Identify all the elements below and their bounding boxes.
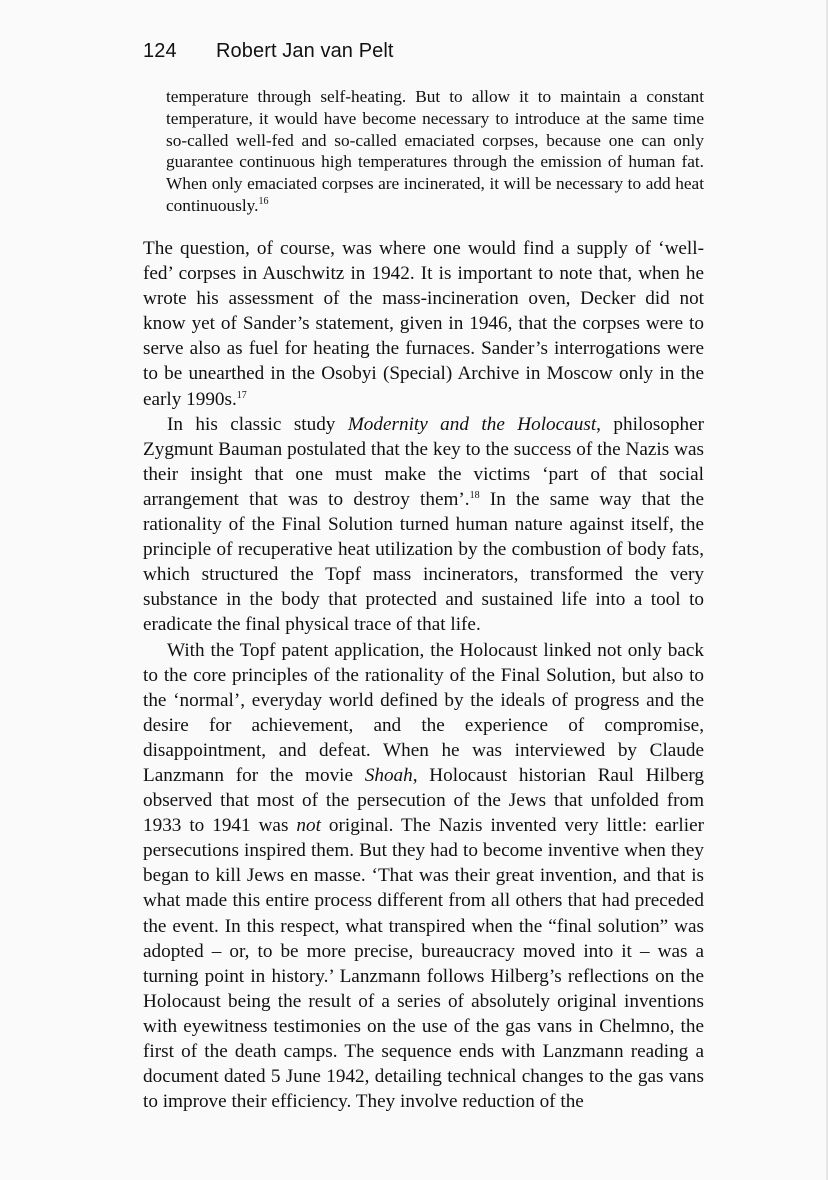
- paragraph-3-part2: , Holocaust historian Raul Hilberg observed that most of the persecution of the Jews that unfolded from 1933 to 1941 was: [143, 764, 704, 837]
- paragraph-1-text: The question, of course, was where one would find a supply of ‘well-fed’ corpses in Auschwitz in 1942. It is important to note that, when he wrote his assessment of the mass-incineration oven, Decker did not know yet of Sander’s statement, given in 1946, that the corpses were to serve also as fuel for heating the furnaces. Sander’s interrogations were to be unearthed in the Osobyi (Special) Archive in Moscow only in the early 1990s.: [143, 238, 704, 410]
- paragraph-2-part1: In his classic study: [167, 413, 348, 435]
- footnote-ref-17: 17: [236, 389, 247, 401]
- running-header: [143, 40, 394, 63]
- footnote-ref-16: 16: [258, 195, 269, 207]
- film-title-shoah: Shoah: [364, 764, 413, 786]
- block-quote-text: temperature through self-heating. But to allow it to maintain a constant temperature, it would have become necessary to introduce at the same time so-called well-fed and so-called emaciated corpses, because one can only guarantee continuous high temperatures through the emission of human fat. When only emaciated corpses are incinerated, it will be necessary to add heat continuously.: [166, 87, 704, 215]
- paragraph-3: [143, 638, 704, 1115]
- paragraph-3-part1: With the Topf patent application, the Holocaust linked not only back to the core principles of the rationality of the Final Solution, but also to the ‘normal’, everyday world defined by the ideals of progress and the desire for achievement, and the experience of compromise, disappointment, and defeat. When he was interviewed by Claude Lanzmann for the movie: [143, 639, 704, 786]
- paragraph-2-part3: In the same way that the rationality of the Final Solution turned human nature against itself, the principle of recuperative heat utilization by the combustion of body fats, which structured the Topf mass incinerators, transformed the very substance in the body that protected and sustained life into a tool to eradicate the final physical trace of that life.: [143, 488, 704, 636]
- footnote-ref-18: 18: [469, 489, 480, 501]
- book-title-modernity-and-the-holocaust: Modernity and the Holocaust: [347, 413, 597, 435]
- paragraph-3-part3: original. The Nazis invented very little: earlier persecutions inspired them. But they had to become inventive when they began to kill Jews en masse. ‘That was their great invention, and that is what made this entire process different from all others that had preceded the event. In this respect, what transpired when the “final solution” was adopted – or, to be more precise, bureaucracy moved into it – was a turning point in history.’ Lanzmann follows Hilberg’s reflections on the Holocaust being the result of a series of absolutely original inventions with eyewitness testimonies on the use of the gas vans in Chelmno, the first of the death camps. The sequence ends with Lanzmann reading a document dated 5 June 1942, detailing technical changes to the gas vans to improve their efficiency. They involve reduction of the: [143, 815, 704, 1113]
- body-text: [143, 236, 704, 1114]
- running-head-author: Robert Jan van Pelt: [216, 40, 394, 62]
- block-quote: [166, 86, 704, 217]
- paragraph-2-part2: , philosopher Zygmunt Bauman postulated that the key to the success of the Nazis was their insight that one must make the victims ‘part of that social arrangement that was to destroy them’.: [143, 413, 704, 510]
- page-number: 124: [143, 40, 177, 62]
- emphasis-not: not: [296, 815, 321, 837]
- paragraph-1: [143, 236, 704, 412]
- paragraph-2: [143, 412, 704, 638]
